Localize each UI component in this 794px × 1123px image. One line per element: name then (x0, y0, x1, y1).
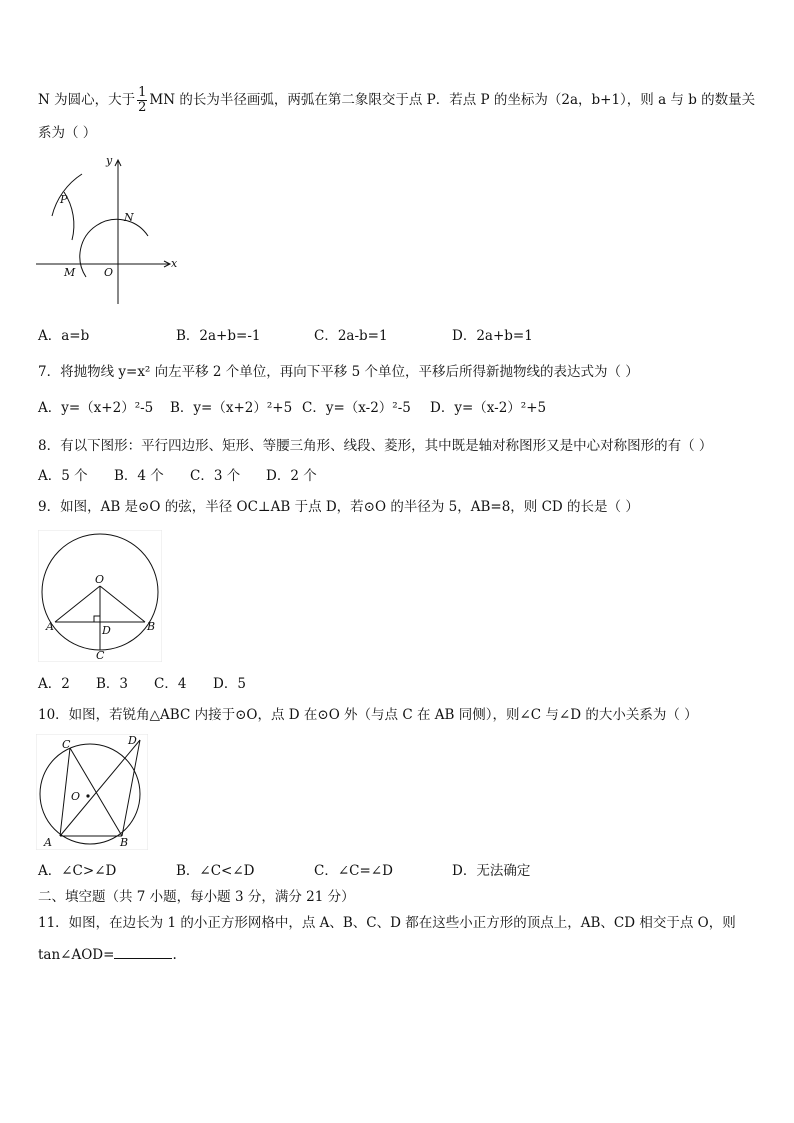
q6-option-a: A．a=b (38, 328, 90, 344)
q6-option-c: C．2a-b=1 (314, 328, 388, 344)
q10-label-a: A (44, 836, 52, 849)
q11-stem-pre: tan∠AOD= (38, 947, 115, 963)
q8-option-a: A．5 个 (38, 468, 88, 484)
section-2-title: 二、填空题（共 7 小题，每小题 3 分，满分 21 分） (38, 889, 355, 905)
q6-label-x: x (171, 257, 178, 270)
q6-label-p: P (60, 193, 68, 206)
q10-label-b: B (120, 836, 129, 849)
q6-label-y: y (106, 154, 113, 167)
q10-label-o: O (71, 790, 81, 803)
q8-option-d: D．2 个 (266, 468, 317, 484)
q6-fraction-numerator: 1 (138, 85, 147, 100)
q6-label-m: M (64, 266, 76, 279)
q10-option-c: C．∠C=∠D (314, 863, 393, 879)
q10-stem: 10．如图，若锐角△ABC 内接于⊙O，点 D 在⊙O 外（与点 C 在 AB 同侧），则∠C 与∠D 的大小关系为（ ） (38, 707, 698, 723)
q6-figure (36, 152, 186, 312)
q10-option-b: B．∠C<∠D (176, 863, 255, 879)
q6-fraction-denominator: 2 (138, 100, 147, 115)
q9-option-b: B．3 (96, 676, 129, 692)
q6-fraction (137, 86, 147, 115)
q9-label-b: B (147, 620, 156, 633)
q7-option-b: B．y=（x+2）²+5 (170, 400, 293, 416)
q10-option-d: D．无法确定 (452, 863, 531, 879)
q6-stem-post: MN 的长为半径画弧，两弧在第二象限交于点 P．若点 P 的坐标为（2a，b+1），则 a 与 b 的数量关 (149, 92, 756, 108)
q7-option-c: C．y=（x-2）²-5 (302, 400, 411, 416)
q10-figure (36, 734, 148, 850)
q11-stem-line1: 11．如图，在边长为 1 的小正方形网格中，点 A、B、C、D 都在这些小正方形的顶点上，AB、CD 相交于点 O，则 (38, 915, 736, 931)
q9-option-c: C．4 (154, 676, 187, 692)
q8-option-c: C．3 个 (190, 468, 241, 484)
q9-label-c: C (96, 649, 105, 662)
q10-option-a: A．∠C>∠D (38, 863, 117, 879)
q6-option-b: B．2a+b=-1 (176, 328, 261, 344)
q7-option-d: D．y=（x-2）²+5 (430, 400, 547, 416)
q7-option-a: A．y=（x+2）²-5 (38, 400, 154, 416)
q6-stem-pre: N 为圆心，大于 (38, 92, 136, 108)
q10-label-c: C (62, 738, 71, 751)
q6-label-n: N (124, 211, 134, 224)
q6-option-d: D．2a+b=1 (452, 328, 533, 344)
q9-label-o: O (95, 573, 105, 586)
q8-stem: 8．有以下图形：平行四边形、矩形、等腰三角形、线段、菱形，其中既是轴对称图形又是中心对称图形的有（ ） (38, 438, 713, 454)
q10-label-d: D (128, 734, 137, 747)
q11-stem-post: . (172, 947, 177, 963)
q7-stem: 7．将抛物线 y=x² 向左平移 2 个单位，再向下平移 5 个单位，平移后所得新抛物线的表达式为（ ） (38, 364, 639, 380)
q9-label-d: D (102, 624, 111, 637)
q6-stem-line2: 系为（ ） (38, 125, 97, 141)
q9-option-d: D．5 (213, 676, 246, 692)
q9-label-a: A (46, 620, 54, 633)
q9-figure (38, 530, 162, 662)
q8-option-b: B．4 个 (114, 468, 164, 484)
q9-option-a: A．2 (38, 676, 70, 692)
q6-stem-line1 (38, 86, 755, 115)
q11-stem-line2 (38, 945, 177, 965)
q11-answer-blank (114, 945, 172, 959)
q6-label-o: O (104, 266, 114, 279)
q9-stem: 9．如图，AB 是⊙O 的弦，半径 OC⊥AB 于点 D，若⊙O 的半径为 5，AB=8，则 CD 的长是（ ） (38, 499, 639, 515)
